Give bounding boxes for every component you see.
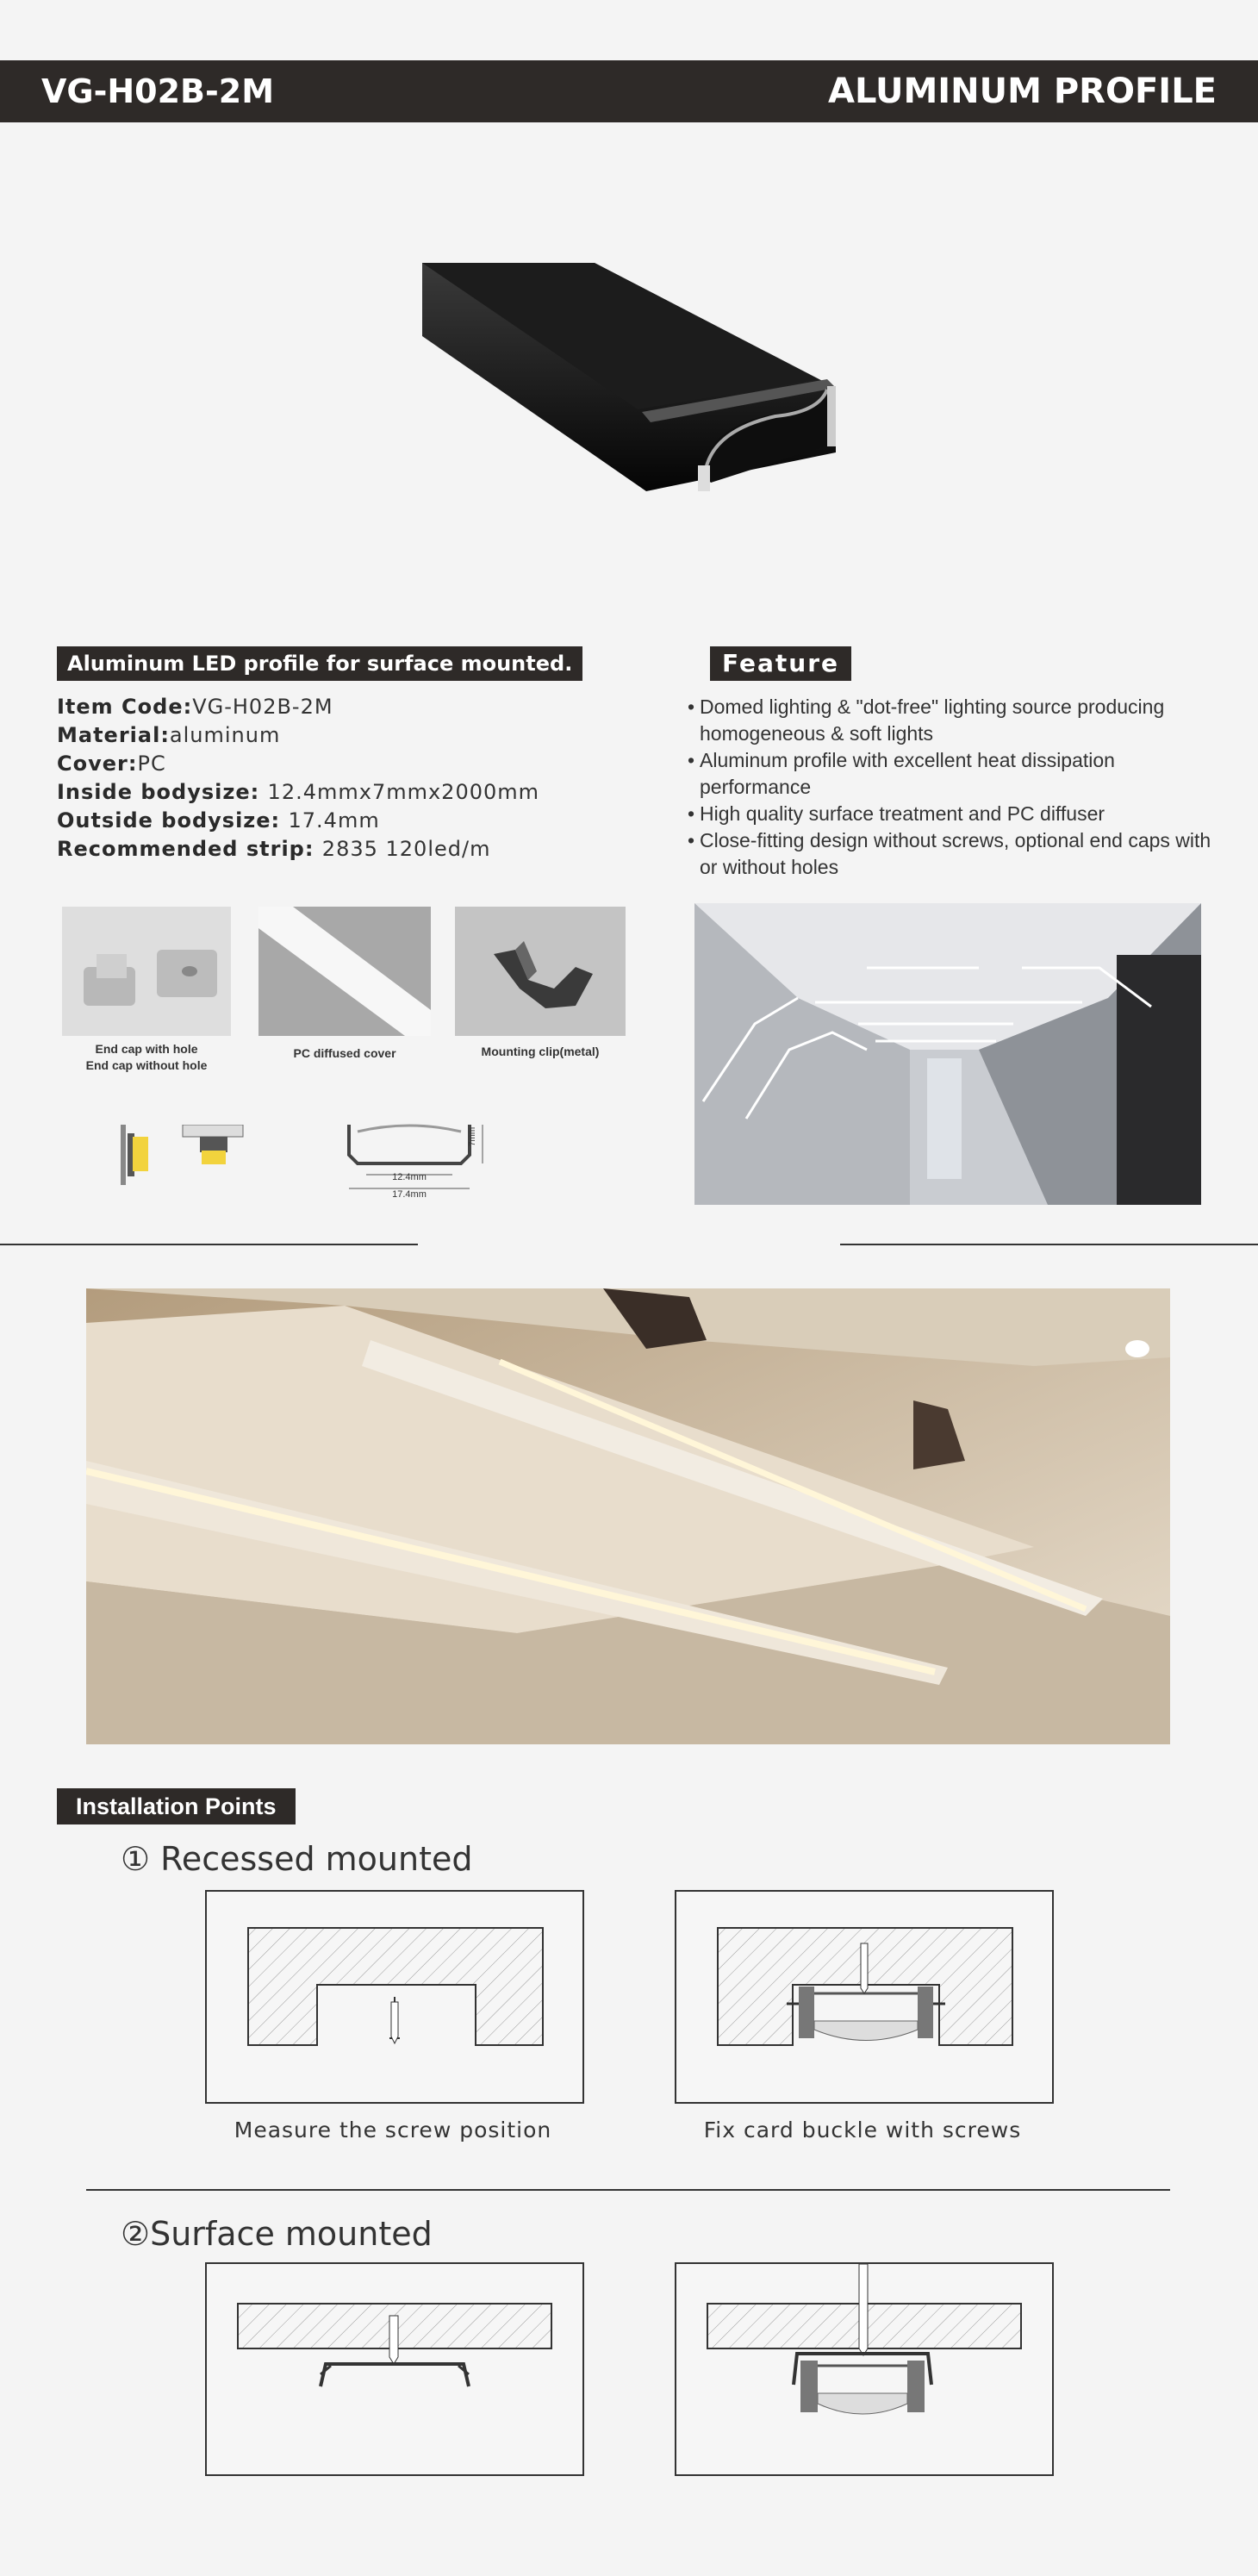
- feature-badge: Feature: [710, 646, 851, 681]
- spec-cover: Cover:PC: [57, 752, 166, 776]
- mounting-clip-caption: Mounting clip(metal): [481, 1045, 600, 1058]
- recessed-title: ① Recessed mounted: [121, 1840, 473, 1878]
- mounting-icons: [121, 1125, 250, 1189]
- recessed-diagram-2: [675, 1890, 1054, 2104]
- spec-recommended-strip: Recommended strip: 2835 120led/m: [57, 837, 491, 861]
- header-bar: [0, 60, 1258, 122]
- product-image: [414, 259, 844, 508]
- mounting-clip-image: [455, 907, 626, 1036]
- dim-height: 7mm: [468, 1126, 477, 1146]
- installation-badge: Installation Points: [57, 1788, 296, 1824]
- end-cap-caption: End cap with hole End cap without hole: [85, 1042, 208, 1072]
- intro-badge: Aluminum LED profile for surface mounted.: [57, 646, 582, 681]
- category-title: ALUMINUM PROFILE: [827, 72, 1217, 111]
- section-divider: [0, 1244, 418, 1245]
- recessed-diagram-1: [205, 1890, 584, 2104]
- spec-inside-bodysize: Inside bodysize: 12.4mmx7mmx2000mm: [57, 780, 540, 804]
- dim-outer: 17.4mm: [392, 1189, 427, 1200]
- feature-item: • High quality surface treatment and PC diffuser: [700, 801, 1217, 827]
- section-divider: [840, 1244, 1258, 1245]
- corridor-photo: [694, 903, 1201, 1205]
- feature-item: • Domed lighting & "dot-free" lighting source producing homogeneous & soft lights: [700, 694, 1217, 747]
- spec-item-code: Item Code:VG-H02B-2M: [57, 695, 333, 719]
- feature-item: • Close-fitting design without screws, optional end caps with or without holes: [700, 827, 1217, 881]
- dim-inner: 12.4mm: [392, 1172, 427, 1182]
- spec-material: Material:aluminum: [57, 723, 281, 747]
- pc-cover-caption: PC diffused cover: [293, 1046, 396, 1060]
- installation-divider: [86, 2189, 1170, 2191]
- recessed-caption-2: Fix card buckle with screws: [703, 2118, 1022, 2143]
- end-cap-image: [62, 907, 231, 1036]
- surface-title: ②Surface mounted: [121, 2215, 433, 2253]
- pc-cover-image: [258, 907, 431, 1036]
- recessed-caption-1: Measure the screw position: [234, 2118, 552, 2143]
- spec-outside-bodysize: Outside bodysize: 17.4mm: [57, 808, 380, 833]
- shelf-photo: [86, 1288, 1170, 1744]
- model-title: VG-H02B-2M: [41, 72, 275, 110]
- feature-item: • Aluminum profile with excellent heat dissipation performance: [700, 747, 1217, 801]
- dimension-diagram: [340, 1116, 487, 1202]
- surface-diagram-2: [675, 2262, 1054, 2476]
- surface-diagram-1: [205, 2262, 584, 2476]
